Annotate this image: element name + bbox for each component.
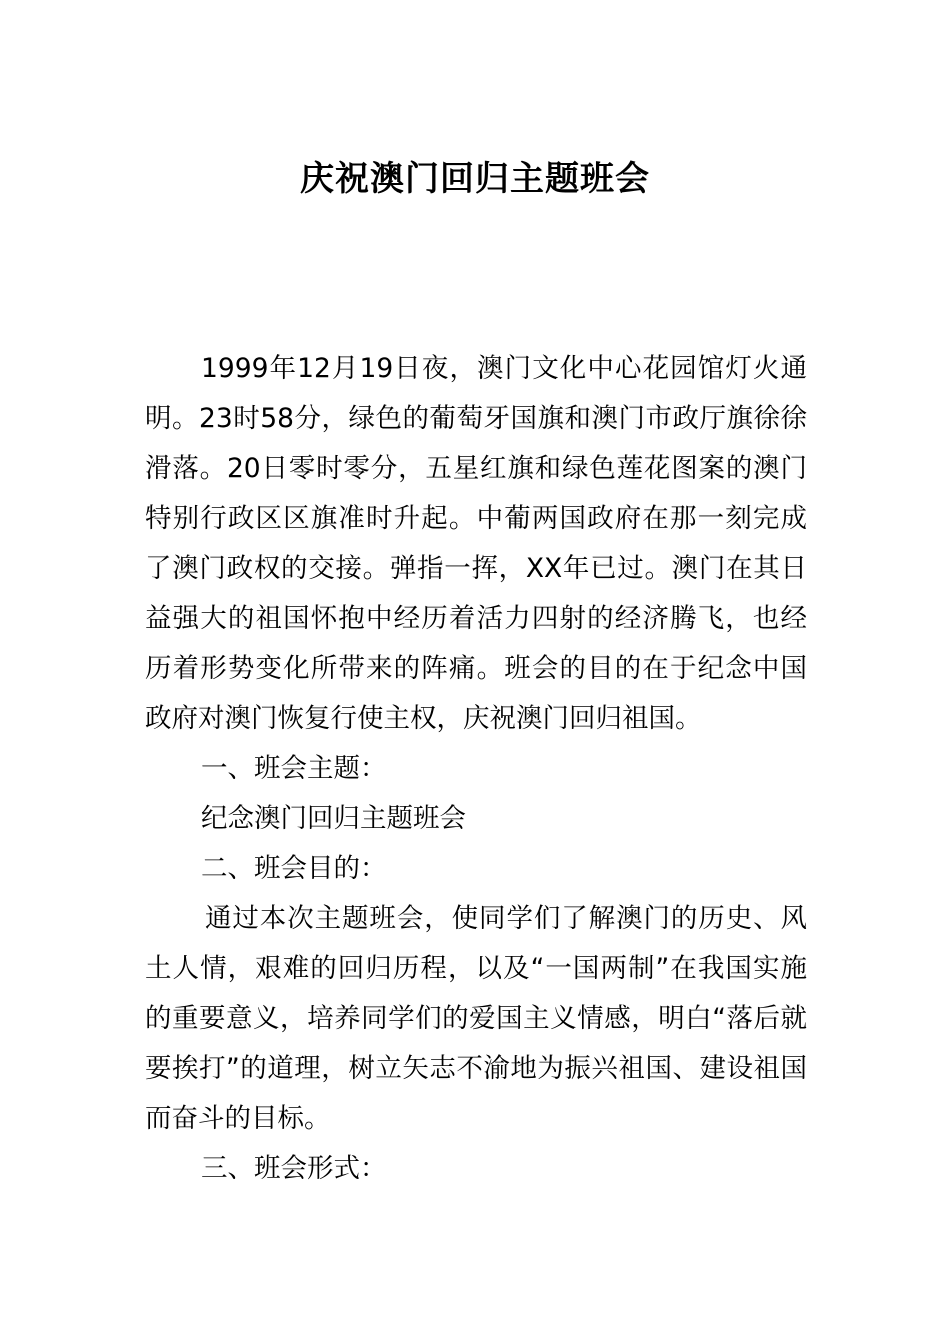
section-1-text: 纪念澳门回归主题班会 (201, 803, 466, 834)
document-title: 庆祝澳门回归主题班会 (300, 159, 650, 199)
section-1-heading: 一、班会主题： (201, 753, 387, 784)
section-2-heading: 二、班会目的： (201, 853, 387, 884)
section-3-heading: 三、班会形式： (201, 1153, 387, 1184)
intro-paragraph: 1999年12月19日夜，澳门文化中心花园馆灯火通明。23时58分，绿色的葡萄牙国旗和澳门市政厅旗徐徐滑落。20日零时零分，五星红旗和绿色莲花图案的澳门特别行政区区旗准时升起。中葡两国政府在那一刻完成了澳门政权的交接。弹指一挥，XX年已过。澳门在其日益强大的祖国怀抱中经历着活力四射的经济腾飞，也经历着形势变化所带来的阵痛。班会的目的在于纪念中国政府对澳门恢复行使主权，庆祝澳门回归祖国。 (145, 353, 807, 734)
document-body (145, 344, 807, 1194)
section-2-paragraph: 通过本次主题班会，使同学们了解澳门的历史、风土人情，艰难的回归历程，以及“一国两制”在我国实施的重要意义，培养同学们的爱国主义情感，明白“落后就要挨打”的道理，树立矢志不渝地为振兴祖国、建设祖国而奋斗的目标。 (145, 903, 807, 1134)
